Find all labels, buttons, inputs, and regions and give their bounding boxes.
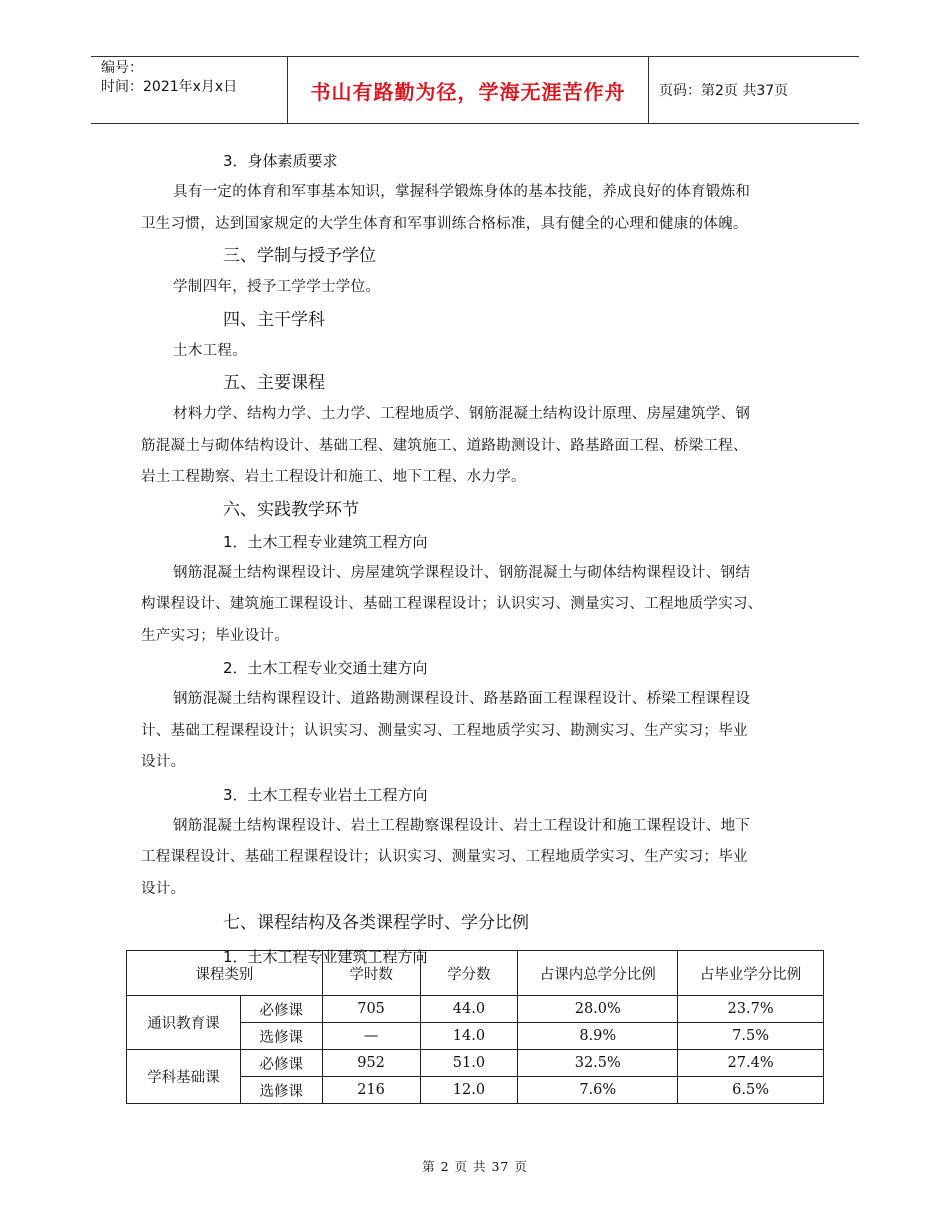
header-meta [101, 59, 286, 97]
header-page-info: 页码：第2页 共37页 [659, 83, 789, 99]
grad-ratio-cell: 7.5% [678, 1023, 824, 1050]
credits-cell: 51.0 [420, 1050, 518, 1077]
heading-degree: 三、学制与授予学位 [223, 246, 376, 266]
in-ratio-cell: 8.9% [518, 1023, 678, 1050]
number-label: 编号： [101, 60, 143, 76]
text-line: 卫生习惯，达到国家规定的大学生体育和军事训练合格标准，具有健全的心理和健康的体魄。 [141, 215, 748, 232]
heading-practice: 六、实践教学环节 [223, 499, 359, 520]
document-body [141, 145, 811, 973]
in-ratio-cell: 28.0% [518, 996, 678, 1023]
credits-cell: 44.0 [420, 996, 518, 1023]
text-line: 工程课程设计、基础工程课程设计；认识实习、测量实习、工程地质学实习、生产实习；毕业 [141, 849, 748, 865]
subheading-traffic: 2．土木工程专业交通土建方向 [223, 659, 428, 677]
subheading-geotech: 3．土木工程专业岩土工程方向 [223, 785, 428, 804]
heading-main-courses: 五、主要课程 [223, 373, 325, 393]
time-label: 时间：2021年x月x日 [101, 79, 238, 95]
header-cell: 占课内总学分比例 [518, 951, 678, 996]
heading-main-discipline: 四、主干学科 [223, 309, 325, 330]
header-motto: 书山有路勤为径，学海无涯苦作舟 [287, 57, 649, 123]
text-line: 钢筋混凝土结构课程设计、道路勘测课程设计、路基路面工程课程设计、桥梁工程课程设 [173, 691, 751, 707]
category-cell: 学科基础课 [127, 1050, 241, 1104]
credits-cell: 14.0 [420, 1023, 518, 1050]
paragraph-main-courses [141, 399, 811, 494]
page-header [91, 56, 859, 124]
type-cell: 必修课 [240, 996, 322, 1023]
text-line: 筋混凝土与砌体结构设计、基础工程、建筑施工、道路勘测设计、路基路面工程、桥梁工程、 [141, 437, 748, 454]
category-cell: 通识教育课 [127, 996, 241, 1050]
text-line: 土木工程。 [173, 342, 247, 359]
table-row [127, 996, 824, 1023]
text-line: 材料力学、结构力学、土力学、工程地质学、钢筋混凝土结构设计原理、房屋建筑学、钢 [173, 406, 751, 422]
text-line: 构课程设计、建筑施工课程设计、基础工程课程设计；认识实习、测量实习、工程地质学实习、 [141, 596, 763, 612]
subheading-building: 1．土木工程专业建筑工程方向 [223, 532, 428, 551]
hours-cell: — [322, 1023, 420, 1050]
header-cell: 学时数 [322, 951, 420, 996]
credits-cell: 12.0 [420, 1077, 518, 1104]
section-title-fitness: 3．身体素质要求 [223, 152, 338, 170]
text-line: 学制四年，授予工学学士学位。 [173, 279, 381, 295]
table-header-row [127, 951, 824, 996]
type-cell: 选修课 [240, 1023, 322, 1050]
type-cell: 必修课 [240, 1050, 322, 1077]
header-cell: 学分数 [420, 951, 518, 996]
paragraph-degree [141, 272, 811, 304]
in-ratio-cell: 7.6% [518, 1077, 678, 1104]
grad-ratio-cell: 23.7% [678, 996, 824, 1023]
paragraph-traffic [141, 684, 811, 779]
text-line: 具有一定的体育和军事基本知识，掌握科学锻炼身体的基本技能，养成良好的体育锻炼和 [173, 184, 751, 200]
paragraph-building [141, 558, 811, 653]
hours-cell: 705 [322, 996, 420, 1023]
header-cell: 课程类别 [127, 951, 323, 996]
paragraph-geotech [141, 811, 811, 906]
table-row [127, 1050, 824, 1077]
text-line: 设计。 [141, 880, 186, 897]
heading-course-structure: 七、课程结构及各类课程学时、学分比例 [223, 913, 529, 933]
credit-table [126, 950, 824, 1104]
page-footer: 第 2 页 共 37 页 [422, 1159, 528, 1174]
grad-ratio-cell: 27.4% [678, 1050, 824, 1077]
header-cell: 占毕业学分比例 [678, 951, 824, 996]
type-cell: 选修课 [240, 1077, 322, 1104]
hours-cell: 216 [322, 1077, 420, 1104]
text-line: 岩土工程勘察、岩土工程设计和施工、地下工程、水力学。 [141, 469, 526, 485]
paragraph-main-discipline [141, 336, 811, 368]
subheading-structure-building: 1．土木工程专业建筑工程方向 [223, 948, 428, 966]
in-ratio-cell: 32.5% [518, 1050, 678, 1077]
text-line: 设计。 [141, 754, 186, 770]
grad-ratio-cell: 6.5% [678, 1077, 824, 1104]
hours-cell: 952 [322, 1050, 420, 1077]
text-line: 生产实习；毕业设计。 [141, 627, 289, 644]
text-line: 钢筋混凝土结构课程设计、岩土工程勘察课程设计、岩土工程设计和施工课程设计、地下 [173, 817, 751, 834]
text-line: 钢筋混凝土结构课程设计、房屋建筑学课程设计、钢筋混凝土与砌体结构课程设计、钢结 [173, 564, 751, 581]
text-line: 计、基础工程课程设计；认识实习、测量实习、工程地质学实习、勘测实习、生产实习；毕业 [141, 722, 748, 739]
paragraph-fitness [141, 177, 811, 240]
